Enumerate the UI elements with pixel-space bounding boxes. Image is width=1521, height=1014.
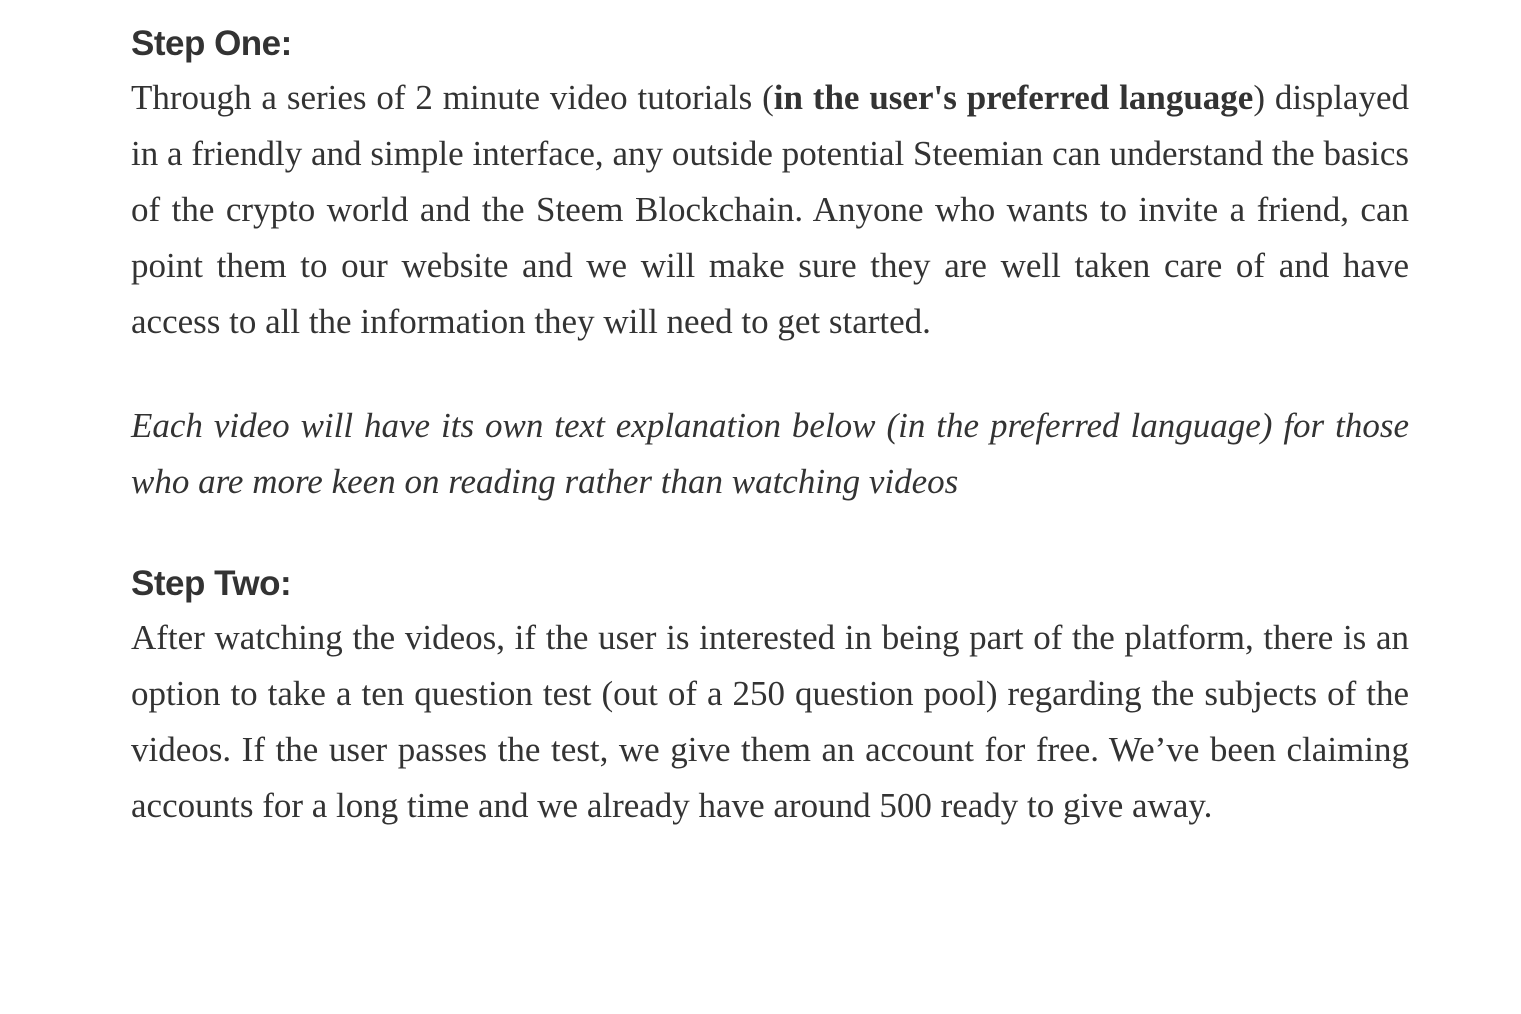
step-one-paragraph <box>131 70 1409 350</box>
video-note-paragraph: Each video will have its own text explanation below (in the preferred language) for those who are more keen on reading rather than watching videos <box>131 406 1409 501</box>
article-body <box>131 18 1409 834</box>
step-one-text-before: Through a series of 2 minute video tutorials ( <box>131 78 774 117</box>
step-one-heading: Step One: <box>131 24 292 63</box>
step-two-paragraph: After watching the videos, if the user is interested in being part of the platform, there is an option to take a ten question test (out of a 250 question pool) regarding the subjects of the videos. If the user passes the test, we give them an account for free. We’ve been claiming accounts for a long time and we already have around 500 ready to give away. <box>131 618 1409 825</box>
spacer <box>131 510 1409 558</box>
spacer <box>131 350 1409 398</box>
step-one-text-after: ) displayed in a friendly and simple interface, any outside potential Steemian can understand the basics of the crypto world and the Steem Blockchain. Anyone who wants to invite a friend, can point them to our website and we will make sure they are well taken care of and have access to all the information they will need to get started. <box>131 78 1409 341</box>
step-one-bold-text: in the user's preferred language <box>773 78 1254 117</box>
step-two-heading: Step Two: <box>131 564 292 603</box>
